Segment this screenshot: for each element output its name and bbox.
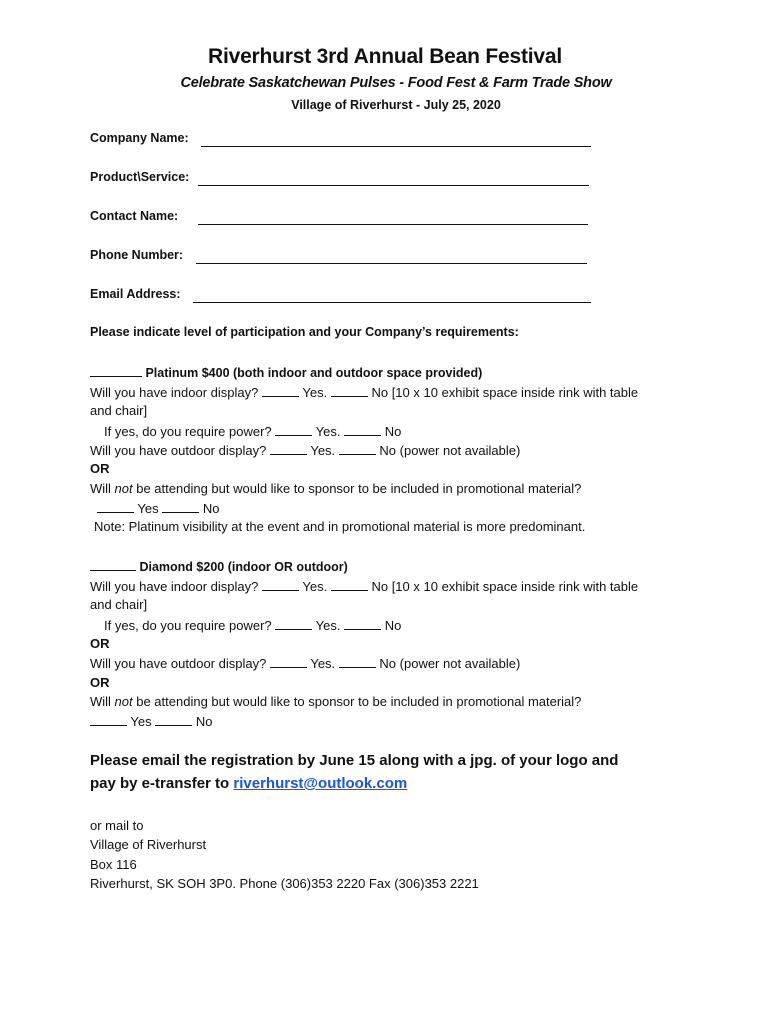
- phone-number-label: Phone Number:: [90, 248, 184, 262]
- platinum-power-no-label: No: [384, 424, 402, 439]
- product-service-blank[interactable]: [198, 185, 589, 186]
- diamond-sponsor-no-label: No: [195, 714, 213, 729]
- platinum-sponsor-yes-blank[interactable]: [97, 500, 134, 513]
- diamond-power-no-blank[interactable]: [344, 617, 381, 630]
- page-subtitle: Celebrate Saskatchewan Pulses - Food Fest & Farm Trade Show: [180, 75, 612, 91]
- diamond-outdoor-no-label: No (power not available): [379, 656, 521, 671]
- product-service-label: Product\Service:: [90, 170, 190, 184]
- platinum-sponsor-yes-label: Yes: [137, 501, 159, 516]
- diamond-indoor-q-text: Will you have indoor display?: [90, 579, 259, 594]
- diamond-outdoor-no-blank[interactable]: [339, 655, 376, 668]
- company-name-label: Company Name:: [90, 131, 189, 145]
- platinum-sponsor-not: not: [114, 481, 133, 496]
- diamond-heading: [90, 558, 348, 574]
- platinum-power-q-text: If yes, do you require power?: [104, 424, 272, 439]
- platinum-indoor-yes-blank[interactable]: [262, 384, 299, 397]
- diamond-power-yes-blank[interactable]: [275, 617, 312, 630]
- diamond-sponsor-answer: [90, 713, 212, 729]
- diamond-indoor-yes-label: Yes.: [302, 579, 328, 594]
- participation-prompt: Please indicate level of participation and your Company’s requirements:: [90, 325, 519, 339]
- email-address-field[interactable]: [90, 287, 181, 301]
- diamond-or-1: OR: [90, 636, 110, 651]
- cta-line-2-text: pay by e-transfer to: [90, 775, 234, 792]
- platinum-heading: [90, 364, 482, 380]
- diamond-sponsor-no-blank[interactable]: [155, 713, 192, 726]
- platinum-outdoor-yes-blank[interactable]: [270, 442, 307, 455]
- diamond-power-yes-label: Yes.: [315, 618, 341, 633]
- diamond-sponsor-pre: Will: [90, 694, 115, 709]
- mail-village: Village of Riverhurst: [90, 837, 207, 852]
- platinum-sponsor-pre: Will: [90, 481, 115, 496]
- diamond-sponsor-yes-label: Yes: [130, 714, 152, 729]
- email-link[interactable]: riverhurst@outlook.com: [233, 775, 408, 792]
- contact-name-label: Contact Name:: [90, 209, 179, 223]
- platinum-outdoor-question: [90, 442, 520, 458]
- platinum-outdoor-no-label: No (power not available): [379, 443, 521, 458]
- platinum-power-no-blank[interactable]: [344, 423, 381, 436]
- company-name-field[interactable]: [90, 131, 189, 145]
- diamond-outdoor-question: [90, 655, 520, 671]
- contact-name-field[interactable]: [90, 209, 178, 223]
- platinum-indoor-q-text: Will you have indoor display?: [90, 385, 259, 400]
- email-address-blank[interactable]: [193, 302, 591, 303]
- diamond-sponsor-question: [90, 694, 581, 709]
- diamond-heading-text: Diamond $200 (indoor OR outdoor): [136, 560, 348, 574]
- diamond-power-no-label: No: [384, 618, 402, 633]
- platinum-outdoor-q-text: Will you have outdoor display?: [90, 443, 267, 458]
- platinum-or: OR: [90, 461, 110, 476]
- diamond-select-blank[interactable]: [90, 558, 136, 571]
- contact-name-blank[interactable]: [198, 224, 588, 225]
- diamond-power-question: [104, 617, 401, 633]
- platinum-outdoor-no-blank[interactable]: [339, 442, 376, 455]
- platinum-heading-text: Platinum $400 (both indoor and outdoor space provided): [142, 366, 483, 380]
- diamond-indoor-no-label: No [10 x 10 exhibit space inside rink with table: [371, 579, 639, 594]
- location-date: Village of Riverhurst - July 25, 2020: [291, 98, 501, 112]
- diamond-sponsor-post: be attending but would like to sponsor to be included in promotional material?: [132, 694, 582, 709]
- platinum-indoor-no-blank[interactable]: [331, 384, 368, 397]
- diamond-indoor-cont: and chair]: [90, 597, 148, 612]
- platinum-indoor-no-label: No [10 x 10 exhibit space inside rink with table: [371, 385, 639, 400]
- platinum-power-yes-blank[interactable]: [275, 423, 312, 436]
- platinum-sponsor-no-label: No: [202, 501, 220, 516]
- diamond-outdoor-yes-label: Yes.: [310, 656, 336, 671]
- mail-box: Box 116: [90, 857, 137, 872]
- platinum-sponsor-answer: [97, 500, 219, 516]
- platinum-note: Note: Platinum visibility at the event and in promotional material is more predominant.: [94, 519, 586, 534]
- platinum-select-blank[interactable]: [90, 364, 142, 377]
- platinum-power-yes-label: Yes.: [315, 424, 341, 439]
- diamond-outdoor-q-text: Will you have outdoor display?: [90, 656, 267, 671]
- diamond-or-2: OR: [90, 675, 110, 690]
- diamond-sponsor-not: not: [114, 694, 133, 709]
- cta-line-2: [90, 775, 407, 792]
- platinum-sponsor-no-blank[interactable]: [162, 500, 199, 513]
- phone-number-field[interactable]: [90, 248, 183, 262]
- mail-address-contact: Riverhurst, SK SOH 3P0. Phone (306)353 2220 Fax (306)353 2221: [90, 876, 479, 891]
- phone-number-blank[interactable]: [196, 263, 587, 264]
- diamond-power-q-text: If yes, do you require power?: [104, 618, 272, 633]
- page-title: Riverhurst 3rd Annual Bean Festival: [208, 45, 562, 68]
- platinum-sponsor-post: be attending but would like to sponsor to be included in promotional material?: [132, 481, 582, 496]
- email-address-label: Email Address:: [90, 287, 181, 301]
- company-name-blank[interactable]: [201, 146, 591, 147]
- platinum-outdoor-yes-label: Yes.: [310, 443, 336, 458]
- mail-intro: or mail to: [90, 818, 144, 833]
- diamond-indoor-question: [90, 578, 638, 594]
- platinum-indoor-yes-label: Yes.: [302, 385, 328, 400]
- platinum-power-question: [104, 423, 401, 439]
- platinum-indoor-cont: and chair]: [90, 403, 148, 418]
- platinum-sponsor-question: [90, 481, 581, 496]
- diamond-indoor-yes-blank[interactable]: [262, 578, 299, 591]
- product-service-field[interactable]: [90, 170, 189, 184]
- cta-line-1: Please email the registration by June 15 along with a jpg. of your logo and: [90, 752, 619, 769]
- diamond-indoor-no-blank[interactable]: [331, 578, 368, 591]
- diamond-sponsor-yes-blank[interactable]: [90, 713, 127, 726]
- diamond-outdoor-yes-blank[interactable]: [270, 655, 307, 668]
- platinum-indoor-question: [90, 384, 638, 400]
